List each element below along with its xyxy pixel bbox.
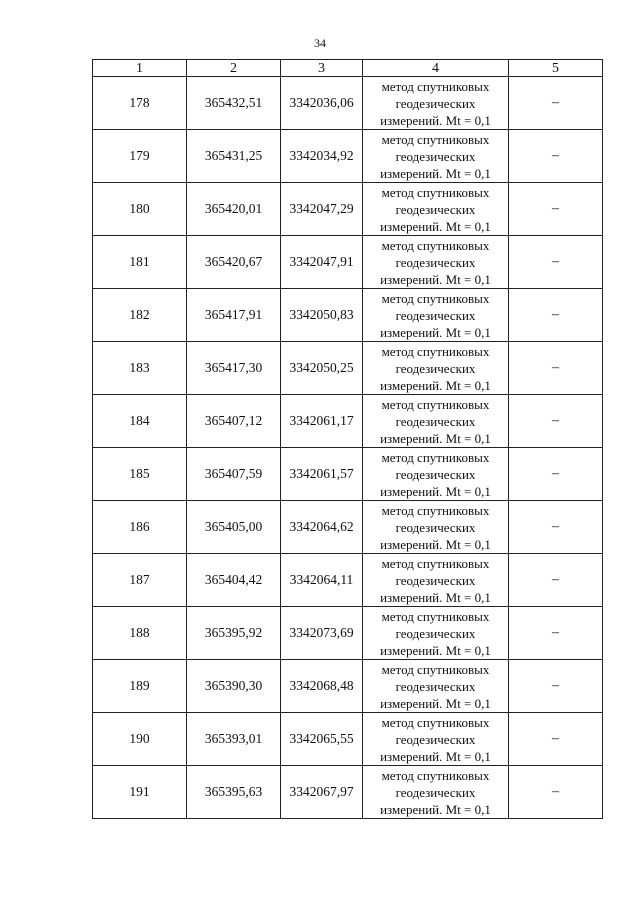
method-cell: метод спутниковых геодезических измерений. Mt = 0,1 (363, 289, 509, 342)
method-cell: метод спутниковых геодезических измерений. Mt = 0,1 (363, 183, 509, 236)
note-cell: – (509, 130, 603, 183)
method-cell: метод спутниковых геодезических измерений. Mt = 0,1 (363, 766, 509, 819)
note-cell: – (509, 554, 603, 607)
x-coordinate-cell: 365420,01 (187, 183, 281, 236)
method-cell: метод спутниковых геодезических измерений. Mt = 0,1 (363, 236, 509, 289)
x-coordinate-cell: 365417,91 (187, 289, 281, 342)
point-number-cell: 187 (93, 554, 187, 607)
note-cell: – (509, 501, 603, 554)
x-coordinate-cell: 365407,59 (187, 448, 281, 501)
point-number-cell: 190 (93, 713, 187, 766)
x-coordinate-cell: 365393,01 (187, 713, 281, 766)
table-row (93, 766, 603, 819)
point-number-cell: 186 (93, 501, 187, 554)
x-coordinate-cell: 365407,12 (187, 395, 281, 448)
x-coordinate-cell: 365431,25 (187, 130, 281, 183)
point-number-cell: 178 (93, 77, 187, 130)
table-row (93, 660, 603, 713)
x-coordinate-cell: 365390,30 (187, 660, 281, 713)
table-row (93, 77, 603, 130)
method-cell: метод спутниковых геодезических измерений. Mt = 0,1 (363, 554, 509, 607)
table-body (93, 77, 603, 819)
x-coordinate-cell: 365395,92 (187, 607, 281, 660)
method-cell: метод спутниковых геодезических измерений. Mt = 0,1 (363, 448, 509, 501)
table-row (93, 183, 603, 236)
table-row (93, 448, 603, 501)
method-cell: метод спутниковых геодезических измерений. Mt = 0,1 (363, 713, 509, 766)
method-cell: метод спутниковых геодезических измерений. Mt = 0,1 (363, 660, 509, 713)
point-number-cell: 179 (93, 130, 187, 183)
x-coordinate-cell: 365432,51 (187, 77, 281, 130)
y-coordinate-cell: 3342050,25 (281, 342, 363, 395)
point-number-cell: 191 (93, 766, 187, 819)
y-coordinate-cell: 3342067,97 (281, 766, 363, 819)
table-row (93, 395, 603, 448)
table-row (93, 289, 603, 342)
y-coordinate-cell: 3342073,69 (281, 607, 363, 660)
method-cell: метод спутниковых геодезических измерений. Mt = 0,1 (363, 607, 509, 660)
method-cell: метод спутниковых геодезических измерений. Mt = 0,1 (363, 342, 509, 395)
column-header-4: 4 (363, 60, 509, 77)
y-coordinate-cell: 3342061,57 (281, 448, 363, 501)
note-cell: – (509, 183, 603, 236)
coordinates-table (92, 59, 603, 819)
note-cell: – (509, 713, 603, 766)
table-row (93, 236, 603, 289)
note-cell: – (509, 660, 603, 713)
table-row (93, 501, 603, 554)
y-coordinate-cell: 3342061,17 (281, 395, 363, 448)
x-coordinate-cell: 365404,42 (187, 554, 281, 607)
table-row (93, 713, 603, 766)
note-cell: – (509, 607, 603, 660)
method-cell: метод спутниковых геодезических измерений. Mt = 0,1 (363, 130, 509, 183)
x-coordinate-cell: 365420,67 (187, 236, 281, 289)
y-coordinate-cell: 3342065,55 (281, 713, 363, 766)
table-row (93, 342, 603, 395)
x-coordinate-cell: 365417,30 (187, 342, 281, 395)
y-coordinate-cell: 3342047,29 (281, 183, 363, 236)
note-cell: – (509, 395, 603, 448)
x-coordinate-cell: 365395,63 (187, 766, 281, 819)
column-header-3: 3 (281, 60, 363, 77)
point-number-cell: 182 (93, 289, 187, 342)
note-cell: – (509, 448, 603, 501)
point-number-cell: 184 (93, 395, 187, 448)
y-coordinate-cell: 3342034,92 (281, 130, 363, 183)
y-coordinate-cell: 3342036,06 (281, 77, 363, 130)
column-header-2: 2 (187, 60, 281, 77)
table-row (93, 130, 603, 183)
y-coordinate-cell: 3342064,62 (281, 501, 363, 554)
table-row (93, 554, 603, 607)
y-coordinate-cell: 3342064,11 (281, 554, 363, 607)
column-header-5: 5 (509, 60, 603, 77)
point-number-cell: 185 (93, 448, 187, 501)
note-cell: – (509, 289, 603, 342)
point-number-cell: 189 (93, 660, 187, 713)
x-coordinate-cell: 365405,00 (187, 501, 281, 554)
point-number-cell: 181 (93, 236, 187, 289)
method-cell: метод спутниковых геодезических измерений. Mt = 0,1 (363, 501, 509, 554)
point-number-cell: 183 (93, 342, 187, 395)
point-number-cell: 188 (93, 607, 187, 660)
method-cell: метод спутниковых геодезических измерений. Mt = 0,1 (363, 395, 509, 448)
page-number: 34 (314, 36, 326, 50)
note-cell: – (509, 236, 603, 289)
column-header-1: 1 (93, 60, 187, 77)
y-coordinate-cell: 3342068,48 (281, 660, 363, 713)
point-number-cell: 180 (93, 183, 187, 236)
method-cell: метод спутниковых геодезических измерений. Mt = 0,1 (363, 77, 509, 130)
y-coordinate-cell: 3342050,83 (281, 289, 363, 342)
table-header-row (93, 60, 603, 77)
note-cell: – (509, 77, 603, 130)
note-cell: – (509, 766, 603, 819)
table-row (93, 607, 603, 660)
note-cell: – (509, 342, 603, 395)
y-coordinate-cell: 3342047,91 (281, 236, 363, 289)
